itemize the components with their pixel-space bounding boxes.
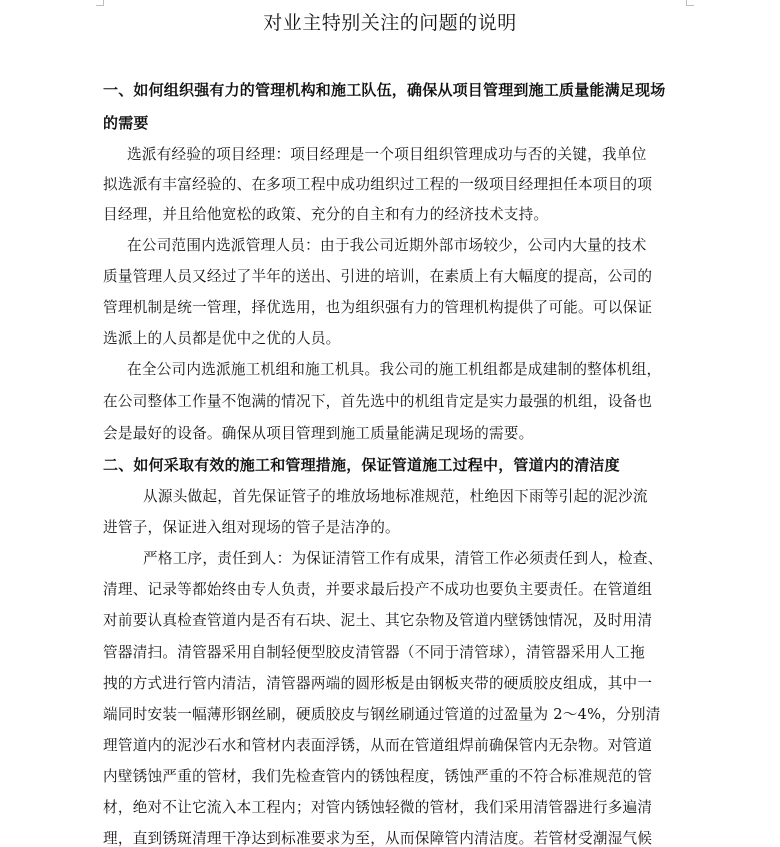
- section1-heading-line-1: 一、如何组织强有力的管理机构和施工队伍，确保从项目管理到施工质量能满足现场: [103, 81, 666, 99]
- paragraph-line: 拟选派有丰富经验的、在多项工程中成功组织过工程的一级项目经理担任本项目的项: [103, 176, 653, 193]
- paragraph-line: 从源头做起，首先保证管子的堆放场地标准规范，杜绝因下雨等引起的泥沙流: [143, 488, 648, 505]
- paragraph-line: 理管道内的泥沙石水和管材内表面浮锈，从而在管道组焊前确保管内无杂物。对管道: [103, 737, 653, 754]
- paragraph-line: 质量管理人员又经过了半年的送出、引进的培训，在素质上有大幅度的提高，公司的: [103, 268, 653, 285]
- paragraph-line: 内壁锈蚀严重的管材，我们先检查管内的锈蚀程度，锈蚀严重的不符合标准规范的管: [103, 768, 653, 785]
- margin-corner-mark: [96, 0, 104, 6]
- margin-corner-mark: [686, 0, 694, 6]
- paragraph-line: 理，直到锈斑清理干净达到标准要求为至，从而保障管内清洁度。若管材受潮湿气候: [103, 830, 653, 847]
- paragraph-line: 端同时安装一幅薄形钢丝刷，硬质胶皮与钢丝刷通过管道的过盈量为 2～4%，分别清: [103, 706, 661, 723]
- paragraph-line: 管器清扫。清管器采用自制轻便型胶皮清管器（不同于清管球），清管器采用人工拖: [103, 644, 645, 661]
- section1-heading-line-2: 的需要: [103, 114, 149, 132]
- paragraph-line: 在公司范围内选派管理人员：由于我公司近期外部市场较少，公司内大量的技术: [127, 237, 647, 254]
- paragraph-line: 在公司整体工作量不饱满的情况下，首先选中的机组肯定是实力最强的机组，设备也: [103, 393, 653, 410]
- paragraph-line: 清理、记录等都始终由专人负责，并要求最后投产不成功也要负主要责任。在管道组: [103, 581, 653, 598]
- paragraph-line: 材，绝对不让它流入本工程内；对管内锈蚀轻微的管材，我们采用清管器进行多遍清: [103, 799, 653, 816]
- paragraph-line: 对前要认真检查管道内是否有石块、泥土、其它杂物及管道内壁锈蚀情况，及时用清: [103, 612, 653, 629]
- paragraph-line: 拽的方式进行管内清洁，清管器两端的圆形板是由钢板夹带的硬质胶皮组成，其中一: [103, 675, 653, 692]
- paragraph-line: 选派上的人员都是优中之优的人员。: [103, 330, 341, 347]
- paragraph-line: 目经理，并且给他宽松的政策、充分的自主和有力的经济技术支持。: [103, 206, 549, 223]
- paragraph-line: 在全公司内选派施工机组和施工机具。我公司的施工机组都是成建制的整体机组，: [127, 361, 662, 378]
- paragraph-line: 管理机制是统一管理，择优选用，也为组织强有力的管理机构提供了可能。可以保证: [103, 299, 653, 316]
- paragraph-line: 会是最好的设备。确保从项目管理到施工质量能满足现场的需要。: [103, 425, 534, 442]
- document-title: 对业主特别关注的问题的说明: [263, 12, 517, 34]
- section2-heading: 二、如何采取有效的施工和管理措施，保证管道施工过程中，管道内的清洁度: [103, 456, 620, 474]
- paragraph-line: 选派有经验的项目经理：项目经理是一个项目组织管理成功与否的关键，我单位: [127, 146, 647, 163]
- paragraph-line: 进管子，保证进入组对现场的管子是洁净的。: [103, 519, 400, 536]
- paragraph-line: 严格工序，责任到人：为保证清管工作有成果，清管工作必须责任到人，检查、: [143, 550, 663, 567]
